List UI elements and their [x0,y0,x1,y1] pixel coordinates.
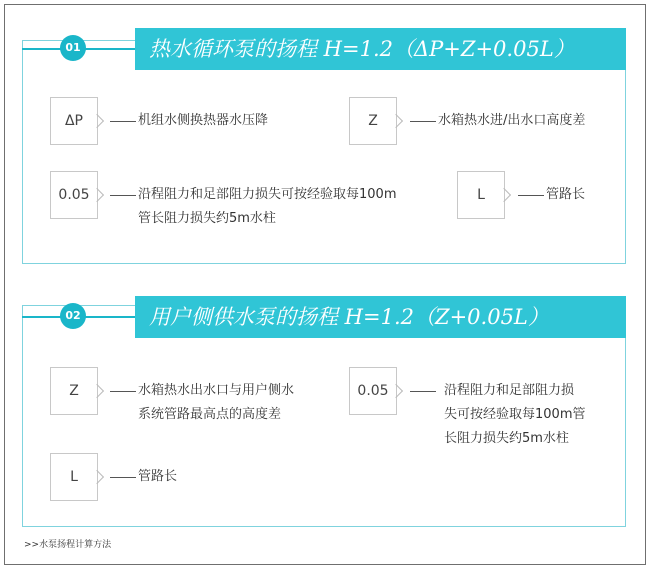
symbol-label: 0.05 [58,187,90,203]
symbol-label: Z [368,113,378,129]
description-z: 水箱热水出水口与用户侧水 系统管路最高点的高度差 [138,383,295,422]
symbol-label: L [477,187,485,203]
figure-caption: >>水泵扬程计算方法 [24,540,112,550]
description-z: 水箱热水进/出水口高度差 [438,113,586,128]
connector-dash [110,477,136,478]
section-1-title: 热水循环泵的扬程 H=1.2（ΔP+Z+0.05L） [135,28,626,70]
description-l: 管路长 [138,469,178,484]
description-0-05: 沿程阻力和足部阻力损 失可按经验取每100m管 长阻力损失约5m水柱 [444,383,586,446]
section-2-number-badge: 02 [60,303,86,329]
symbol-label: Z [69,383,79,399]
section-2-title: 用户侧供水泵的扬程 H=1.2（Z+0.05L） [135,296,626,338]
connector-dash [110,121,136,122]
description-delta-p: 机组水侧换热器水压降 [138,113,269,128]
symbol-label: L [70,469,78,485]
description-0-05: 沿程阻力和足部阻力损失可按经验取每100m 管长阻力损失约5m水柱 [138,187,397,226]
symbol-label: 0.05 [357,383,389,399]
connector-dash [110,195,136,196]
symbol-label: ΔP [64,113,84,129]
connector-dash [110,391,136,392]
connector-dash [518,195,544,196]
section-1-number-badge: 01 [60,35,86,61]
connector-dash [410,121,436,122]
description-l: 管路长 [546,187,586,202]
connector-dash [410,391,436,392]
